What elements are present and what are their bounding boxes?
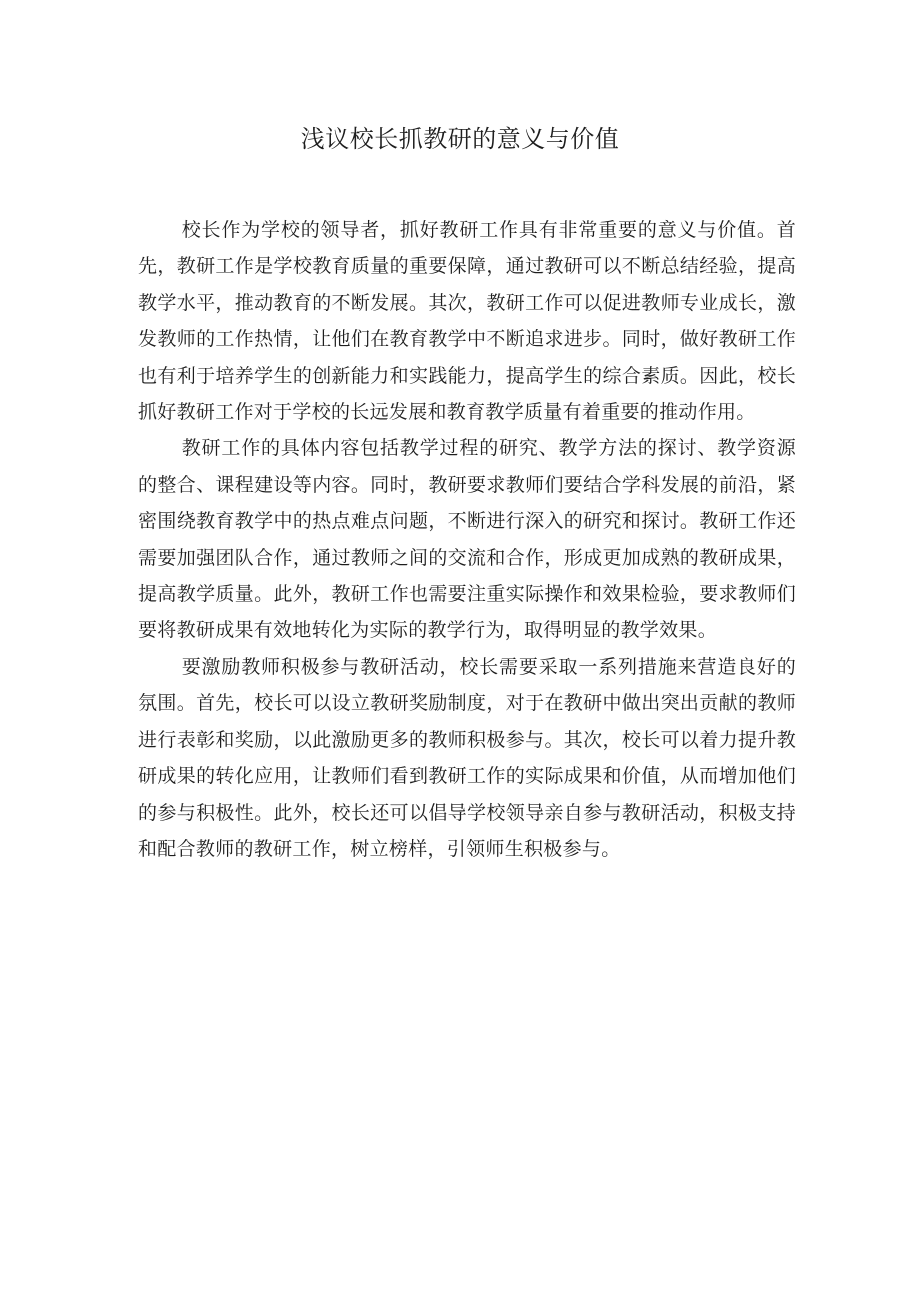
document-title: 浅议校长抓教研的意义与价值	[300, 125, 620, 153]
paragraph-1: 校长作为学校的领导者，抓好教研工作具有非常重要的意义与价值。首先，教研工作是学校教育质量的重要保障，通过教研可以不断总结经验，提高教学水平，推动教育的不断发展。其次，教研工作可以促进教师专业成长，激发教师的工作热情，让他们在教育教学中不断追求进步。同时，做好教研工作也有利于培养学生的创新能力和实践能力，提高学生的综合素质。因此，校长抓好教研工作对于学校的长远发展和教育教学质量有着重要的推动作用。	[138, 219, 796, 424]
paragraph-2: 教研工作的具体内容包括教学过程的研究、教学方法的探讨、教学资源的整合、课程建设等内容。同时，教研要求教师们要结合学科发展的前沿，紧密围绕教育教学中的热点难点问题，不断进行深入的研究和探讨。教研工作还需要加强团队合作，通过教师之间的交流和合作，形成更加成熟的教研成果，提高教学质量。此外，教研工作也需要注重实际操作和效果检验，要求教师们要将教研成果有效地转化为实际的教学行为，取得明显的教学效果。	[138, 437, 796, 642]
document-body	[138, 212, 796, 867]
paragraph-3: 要激励教师积极参与教研活动，校长需要采取一系列措施来营造良好的氛围。首先，校长可以设立教研奖励制度，对于在教研中做出突出贡献的教师进行表彰和奖励，以此激励更多的教师积极参与。其次，校长可以着力提升教研成果的转化应用，让教师们看到教研工作的实际成果和价值，从而增加他们的参与积极性。此外，校长还可以倡导学校领导亲自参与教研活动，积极支持和配合教师的教研工作，树立榜样，引领师生积极参与。	[138, 655, 796, 860]
